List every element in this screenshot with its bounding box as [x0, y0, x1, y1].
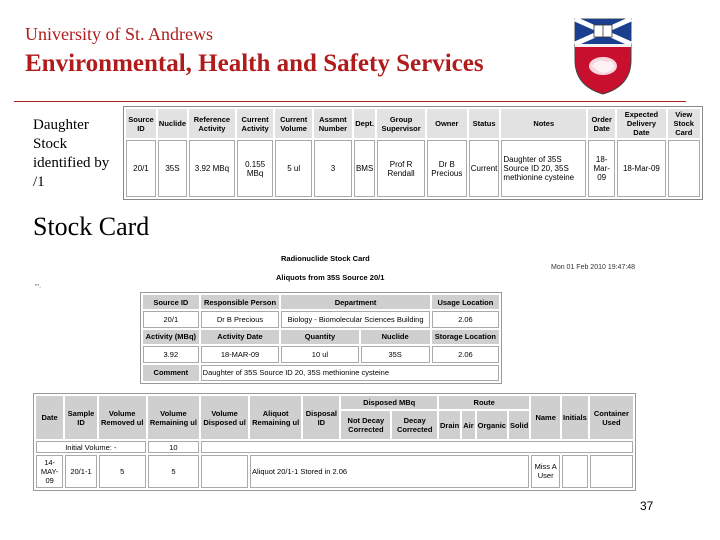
col-current-activity: Current Activity [237, 109, 274, 138]
col-order-date: Order Date [588, 109, 615, 138]
val-storage-location: 2.06 [432, 346, 499, 362]
cell-group-supervisor: Prof R Rendall [377, 140, 425, 197]
entry-container [590, 455, 633, 488]
university-name: University of St. Andrews [25, 24, 213, 44]
page-number: 37 [640, 499, 654, 513]
hdr-initials: Initials [562, 396, 588, 439]
entry-volume-removed: 5 [99, 455, 146, 488]
page-title: Environmental, Health and Safety Services [25, 50, 484, 77]
col-group-supervisor: Group Supervisor [377, 109, 425, 138]
shield-crest-icon [572, 16, 634, 96]
initial-volume-blank [201, 441, 633, 452]
table-row [126, 140, 700, 197]
hdr-container-used: Container Used [590, 396, 633, 439]
val-comment: Daughter of 35S Source ID 20, 35S methionine cysteine [201, 365, 499, 381]
val-activity-date: 18-MAR-09 [201, 346, 280, 362]
cell-expected-delivery: 18-Mar-09 [617, 140, 665, 197]
cell-dept: BMS [354, 140, 375, 197]
val-activity: 3.92 [143, 346, 199, 362]
hdr-aliquot-remaining: Aliquot Remaining ul [250, 396, 301, 439]
col-dept: Dept. [354, 109, 375, 138]
hdr-sample-id: Sample ID [65, 396, 97, 439]
view-stock-card-link[interactable] [668, 140, 700, 197]
cell-order-date: 18-Mar-09 [588, 140, 615, 197]
entry-initials [562, 455, 588, 488]
hdr-not-decay-corrected: Not Decay Corrected [341, 411, 390, 439]
entry-date: 14-MAY-09 [36, 455, 63, 488]
stray-mark: "’· [35, 284, 42, 291]
hdr-source-id: Source ID [143, 295, 199, 309]
val-source-id: 20/1 [143, 311, 199, 327]
hdr-activity-date: Activity Date [201, 330, 280, 344]
daughter-stock-note: Daughter Stock identified by /1 [33, 117, 110, 190]
col-nuclide: Nuclide [158, 109, 187, 138]
source-table [123, 106, 703, 200]
hdr-date: Date [36, 396, 63, 439]
stock-card-heading: Stock Card [33, 212, 150, 241]
col-owner: Owner [427, 109, 467, 138]
col-notes: Notes [501, 109, 586, 138]
hdr-volume-disposed: Volume Disposed ul [201, 396, 248, 439]
hdr-decay-corrected: Decay Corrected [392, 411, 437, 439]
col-expected-delivery: Expected Delivery Date [617, 109, 665, 138]
entry-sample-id: 20/1-1 [65, 455, 97, 488]
val-usage-location: 2.06 [432, 311, 499, 327]
cell-notes: Daughter of 35S Source ID 20, 35S methionine cysteine [501, 140, 586, 197]
initial-volume-label: Initial Volume: - [36, 441, 146, 452]
table-row [36, 455, 633, 488]
cell-reference-activity: 3.92 MBq [189, 140, 235, 197]
card-title: Radionuclide Stock Card [281, 254, 370, 263]
table-row [36, 441, 633, 452]
hdr-department: Department [281, 295, 429, 309]
col-assessment-number: Assmnt Number [314, 109, 352, 138]
hdr-disposal-id: Disposal ID [303, 396, 339, 439]
val-department: Biology - Biomolecular Sciences Building [281, 311, 429, 327]
cell-nuclide: 35S [158, 140, 187, 197]
entry-volume-remaining: 5 [148, 455, 199, 488]
val-quantity: 10 ul [281, 346, 358, 362]
entry-name: Miss A User [531, 455, 560, 488]
cell-current-volume: 5 ul [275, 140, 312, 197]
hdr-solid: Solid [509, 411, 529, 439]
hdr-air: Air [462, 411, 474, 439]
title-divider [14, 101, 686, 102]
hdr-drain: Drain [439, 411, 460, 439]
cell-source-id: 20/1 [126, 140, 156, 197]
cell-status: Current [469, 140, 500, 197]
entry-note: Aliquot 20/1-1 Stored in 2.06 [250, 455, 529, 488]
card-subtitle: Aliquots from 35S Source 20/1 [276, 273, 385, 282]
aliquot-table [33, 393, 636, 491]
col-status: Status [469, 109, 500, 138]
cell-owner: Dr B Precious [427, 140, 467, 197]
val-nuclide: 35S [361, 346, 430, 362]
hdr-usage-location: Usage Location [432, 295, 499, 309]
hdr-volume-remaining: Volume Remaining ul [148, 396, 199, 439]
val-responsible-person: Dr B Precious [201, 311, 280, 327]
cell-current-activity: 0.155 MBq [237, 140, 274, 197]
source-details-table [140, 292, 502, 384]
entry-volume-disposed [201, 455, 248, 488]
hdr-organic: Organic [477, 411, 507, 439]
hdr-responsible-person: Responsible Person [201, 295, 280, 309]
col-view-stock-card: View Stock Card [668, 109, 700, 138]
hdr-nuclide: Nuclide [361, 330, 430, 344]
col-source-id: Source ID [126, 109, 156, 138]
cell-assessment-number: 3 [314, 140, 352, 197]
hdr-name: Name [531, 396, 560, 439]
hdr-volume-removed: Volume Removed ul [99, 396, 146, 439]
col-reference-activity: Reference Activity [189, 109, 235, 138]
card-printed-timestamp: Mon 01 Feb 2010 19:47:48 [551, 264, 636, 271]
col-current-volume: Current Volume [275, 109, 312, 138]
hdr-comment: Comment [143, 365, 199, 381]
initial-volume-value: 10 [148, 441, 199, 452]
hdr-disposed-mbq: Disposed MBq [341, 396, 437, 409]
hdr-storage-location: Storage Location [432, 330, 499, 344]
hdr-quantity: Quantity [281, 330, 358, 344]
hdr-activity: Activity (MBq) [143, 330, 199, 344]
hdr-route: Route [439, 396, 529, 409]
